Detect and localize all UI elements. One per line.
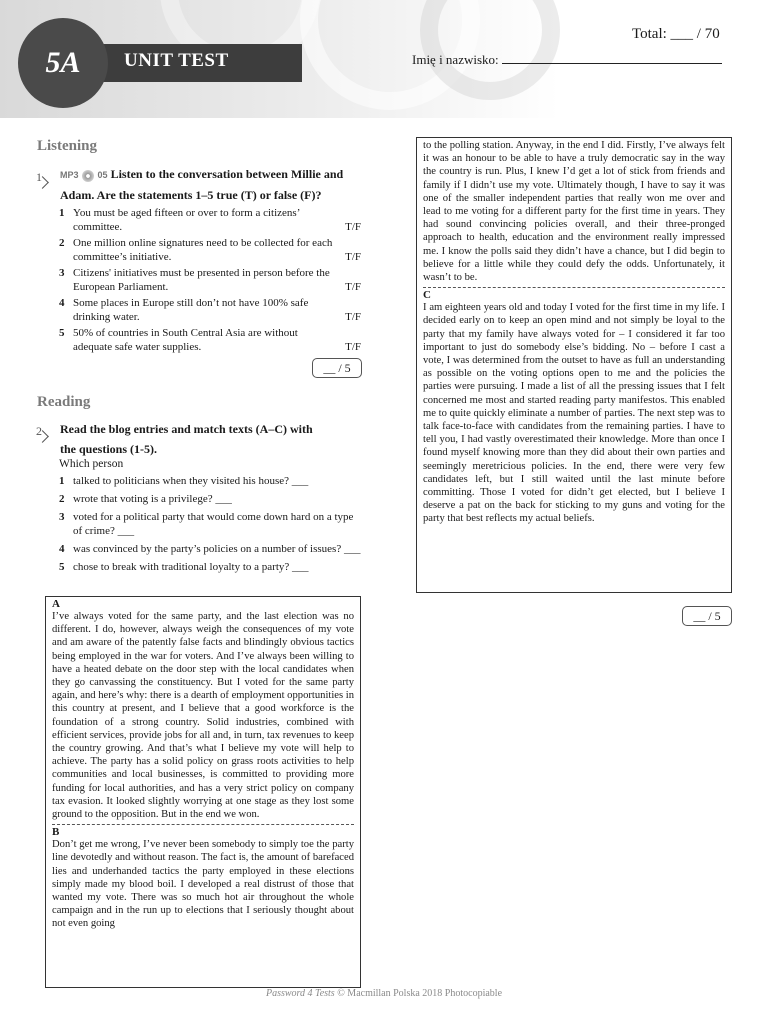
page-footer <box>0 988 768 999</box>
text-a <box>52 597 354 825</box>
task-number: 1 <box>36 170 42 184</box>
footer-copyright: © Macmillan Polska 2018 Photocopiable <box>337 988 503 999</box>
reading-text-box-left <box>45 596 361 988</box>
list-item: 4 was convinced by the party’s policies on a number of issues? ___ <box>59 543 361 555</box>
true-false-option[interactable]: T/F <box>345 311 361 323</box>
text-a-letter: A <box>52 598 60 610</box>
list-item: 2 One million online signatures need to be collected for each committee’s initiative. T/F <box>59 237 361 263</box>
unit-number-badge: 5A <box>18 18 108 108</box>
unit-title: UNIT TEST <box>124 50 229 71</box>
reading-heading: Reading <box>37 394 91 410</box>
cd-icon <box>82 170 94 182</box>
footer-brand: Password 4 Tests <box>265 988 335 999</box>
true-false-option[interactable]: T/F <box>345 221 361 233</box>
reading-text-box-right <box>416 137 732 593</box>
mp3-icon: MP3 05 <box>60 170 108 180</box>
listening-heading: Listening <box>37 138 98 154</box>
list-item: 2 wrote that voting is a privilege? ___ <box>59 493 232 505</box>
listening-instruction: MP3 05 Listen to the conversation between Millie and Adam. Are the statements 1–5 true (T) or false (F)? <box>60 167 344 202</box>
total-score: Total: ___ / 70 <box>632 26 720 42</box>
text-b-body: Don’t get me wrong, I’ve never been somebody to simply toe the party line devotedly and without reason. The fact is, the amount of barefaced lies and underhanded tactics the party employed in these elections simply made my blood boil. I developed a real distrust of those that wanted my vote. There was so much hot air throughout the whole campaign and in the run up to elections that I seriously thought about not even going <box>52 839 354 930</box>
list-item: 3 voted for a political party that would come down hard on a type of crime? ___ <box>59 511 354 537</box>
text-a-body: I’ve always voted for the same party, and the last election was no different. I do, however, always weigh the consequences of my vote and am aware of the patently false facts and blindingly obvious tactics being employed in the war for voters. And I’ve always been willing to have a heated debate on the door step with the local candidates when they go canvassing the constituency. But I voted for the same party again, and here’s why: there is a dearth of employment opportunities in this country at present, and I believe that a good workforce is the foundation of a strong country. Solid industries, combined with efficient services, provide jobs for all and, in turn, tax revenues to keep the country growing. And that’s what I believe my vote will help to achieve. The party has a solid policy on grass roots activities to help communities and local businesses, is committed to providing more funding for local authorities, and has a very strict policy on company tax evasion. It looked slightly worrying at one stage as they lost some ground to the opposition. But in the end we won. <box>52 611 354 821</box>
name-field[interactable] <box>412 52 722 68</box>
list-item: 3 Citizens' initiatives must be presented in person before the European Parliament. T/F <box>59 267 361 293</box>
list-item: 4 Some places in Europe still don’t not have 100% safe drinking water. T/F <box>59 297 361 323</box>
list-item: 1 talked to politicians when they visited his house? ___ <box>59 475 309 487</box>
listening-questions <box>59 206 361 356</box>
text-c <box>423 288 725 528</box>
list-item: 5 50% of countries in South Central Asia are without adequate safe water supplies. T/F <box>59 327 361 353</box>
reading-questions <box>59 474 361 576</box>
listening-score-box[interactable]: __ / 5 <box>312 358 362 378</box>
name-label: Imię i nazwisko: <box>412 52 499 67</box>
name-input-line[interactable] <box>502 52 722 64</box>
reading-instruction: Read the blog entries and match texts (A–C) with the questions (1-5). <box>60 422 313 456</box>
list-item: 5 chose to break with traditional loyalty to a party? ___ <box>59 561 309 573</box>
task-number: 2 <box>36 424 42 438</box>
text-c-body: I am eighteen years old and today I voted for the first time in my life. I decided early on to keep an open mind and not simply be loyal to the party that my family have always voted for – I considered it far too important to just do somebody else’s bidding. No – before I cast a vote, I was determined from the outset to have as full an understanding as possible on the voting options open to me and the policies the parties were pursuing. I made a list of all the pressing issues that I felt concerned me most and started reading party manifestos. This enabled me to quite quickly eliminate a number of parties. The next step was to talk face-to-face with candidates from the remaining parties. I have to tell you, I had vastly overestimated their knowledge. More than once I found myself knowing more than they did about their own parties and seemingly meretricious policies. In the end, there were very few candidates left, but I still waited until the last minute before committing. Those I voted for didn’t get elected, but I believe I deserve a pat on the back for sticking to my guns and voting for the party that best reflects my actual beliefs. <box>423 302 725 525</box>
text-b <box>52 825 354 933</box>
true-false-option[interactable]: T/F <box>345 251 361 263</box>
reading-score-box[interactable]: __ / 5 <box>682 606 732 626</box>
text-b-letter: B <box>52 826 60 839</box>
true-false-option[interactable]: T/F <box>345 341 361 353</box>
list-item: 1 You must be aged fifteen or over to form a citizens’ committee. T/F <box>59 207 361 233</box>
text-c-letter: C <box>423 289 431 302</box>
true-false-option[interactable]: T/F <box>345 281 361 293</box>
text-b-continued <box>423 138 725 288</box>
text-b-continued-body: to the polling station. Anyway, in the end I did. Firstly, I’ve always felt it was an honour to be able to have a truly democratic say in the way the country is run. Plus, I knew I’d get a lot of stick from friends and family if I didn’t use my vote. Ultimately though, I have to say it was one of the smaller independent parties that really won me over and lead to me voting for a different party for the first time in years. They had sound convincing policies overall, and their three-pronged approach to health, education and the environment really impressed me. I know the polls said they didn’t have a chance, but I did begin to believe for a little while they could defy the odds. Unfortunately, it wasn’t to be. <box>423 140 725 284</box>
reading-lead: Which person <box>59 458 124 470</box>
